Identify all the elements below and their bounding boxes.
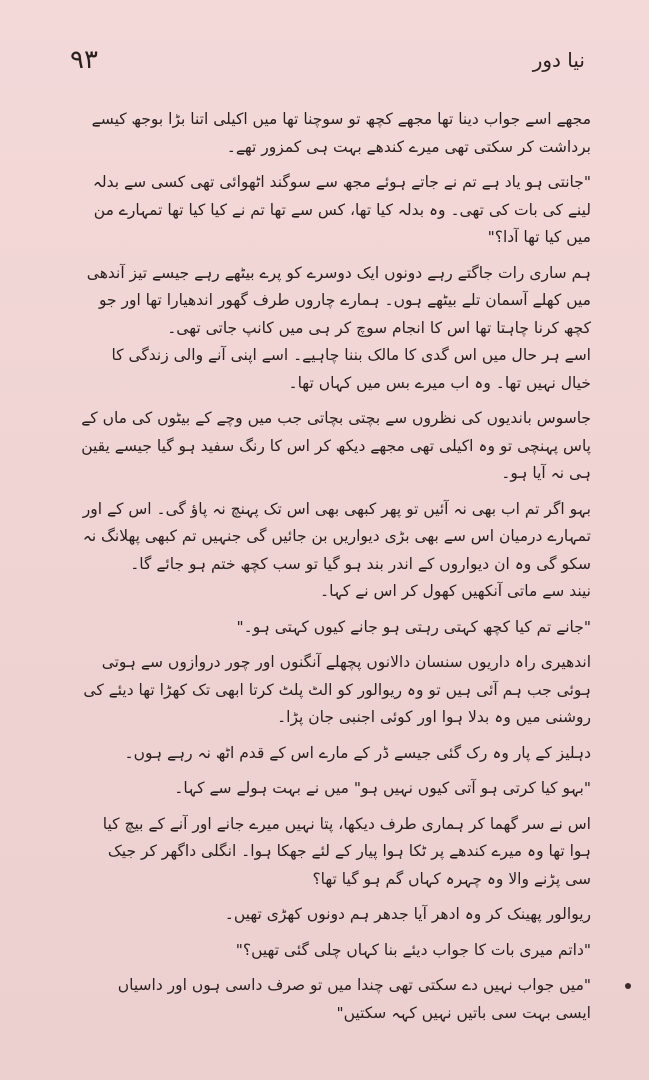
paragraph: اسے ہر حال میں اس گدی کا مالک بننا چاہیے۔ اسے اپنی آنے والی زندگی کا خیال نہیں تھا۔ وہ اب میرے بس میں کہاں تھا۔ [111,346,591,392]
paragraph: ریوالور پھینک کر وہ ادھر آیا جدھر ہم دونوں کھڑی تھیں۔ [224,905,591,923]
paragraph: "جانتی ہو یاد ہے تم نے جاتے ہوئے مجھ سے سوگند اٹھوائی تھی کسی سے بدلہ لینے کی بات کی تھی۔ وہ بدلہ کیا تھا، کس سے تھا تم نے کیا کیا تھا تمہارے من میں کیا تھا آدا؟" [92,173,591,246]
paragraph: اس نے سر گھما کر ہماری طرف دیکھا، پتا نہیں میرے جانے اور آنے کے بیچ کیا ہوا تھا وہ میرے کندھے پر ٹکا ہوا پیار کے لئے جھکا ہوا۔ انگلی داگھر کر جیک سی پڑنے والا وہ چہرہ کہاں گم ہو گیا تھا؟ [102,814,591,888]
page-number: ٩٣ [70,45,98,75]
paragraph: مجھے اسے جواب دینا تھا مجھے کچھ تو سوچنا تھا میں اکیلی اتنا بڑا بوجھ کیسے برداشت کر سکتی تھی میرے کندھے بہت ہی کمزور تھے۔ [91,110,591,156]
page-header [70,40,585,80]
paragraph: دہلیز کے پار وہ رک گئی جیسے ڈر کے مارے اس کے قدم اٹھ نہ رہے ہوں۔ [124,743,591,762]
paragraph: "جانے تم کیا کچھ کہتی رہتی ہو جانے کیوں کہتی ہو۔" [236,617,591,636]
paragraph: بہو اگر تم اب بھی نہ آئیں تو پھر کبھی بھی اس تک پہنچ نہ پاؤ گی۔ اس کے اور تمہارے درمیان اس سے بھی بڑی دیواریں بن جائیں گی جنہیں تم کبھی پھلانگ نہ سکو گی وہ ان دیواروں کے اندر بند ہو گیا تو سب کچھ ختم ہو جائے گا۔ [82,499,591,573]
paragraph: ہم ساری رات جاگتے رہے دونوں ایک دوسرے کو پرے بیٹھے رہے جیسے تیز آندھی میں کھلے آسمان تلے بیٹھے ہوں۔ ہمارے چاروں طرف گھور اندھیارا تھا اور جو کچھ کرنا چاہتا تھا اس کا انجام سوچ کر ہی میں کانپ جاتی تھی۔ [86,263,591,337]
paragraph: "میں جواب نہیں دے سکتی تھی چندا میں تو صرف داسی ہوں اور داسیاں ایسی بہت سی باتیں نہیں کہہ سکتیں" [117,976,591,1022]
paragraph: "بہو کیا کرتی ہو آتی کیوں نہیں ہو" میں نے بہت ہولے سے کہا۔ [174,779,591,797]
paragraph: اندھیری راہ داریوں سنسان دالانوں پچھلے آنگنوں اور چور دروازوں سے ہوتی ہوئی جب ہم آئی ہیں تو وہ ریوالور کو الٹ پلٹ کرتا ابھی تک کھڑا تھا دیئے کی روشنی میں وہ بدلا ہوا اور کوئی اجنبی جان پڑا۔ [83,653,591,726]
paragraph: نیند سے ماتی آنکھیں کھول کر اس نے کہا۔ [320,582,591,600]
running-title: نیا دور [532,48,585,72]
paragraph: جاسوس باندیوں کی نظروں سے بچتی بچاتی جب میں وچے کے بیٹوں کی ماں کے پاس پہنچی تو وہ اکیلی تھی مجھے دیکھ کر اس کا رنگ سفید ہو گیا جیسے یقین ہی نہ آیا ہو۔ [81,409,591,482]
page-body [78,106,591,1027]
paragraph: "داتم میری بات کا جواب دیئے بنا کہاں چلی گئی تھیں؟" [235,940,591,959]
ink-dot [625,983,631,989]
